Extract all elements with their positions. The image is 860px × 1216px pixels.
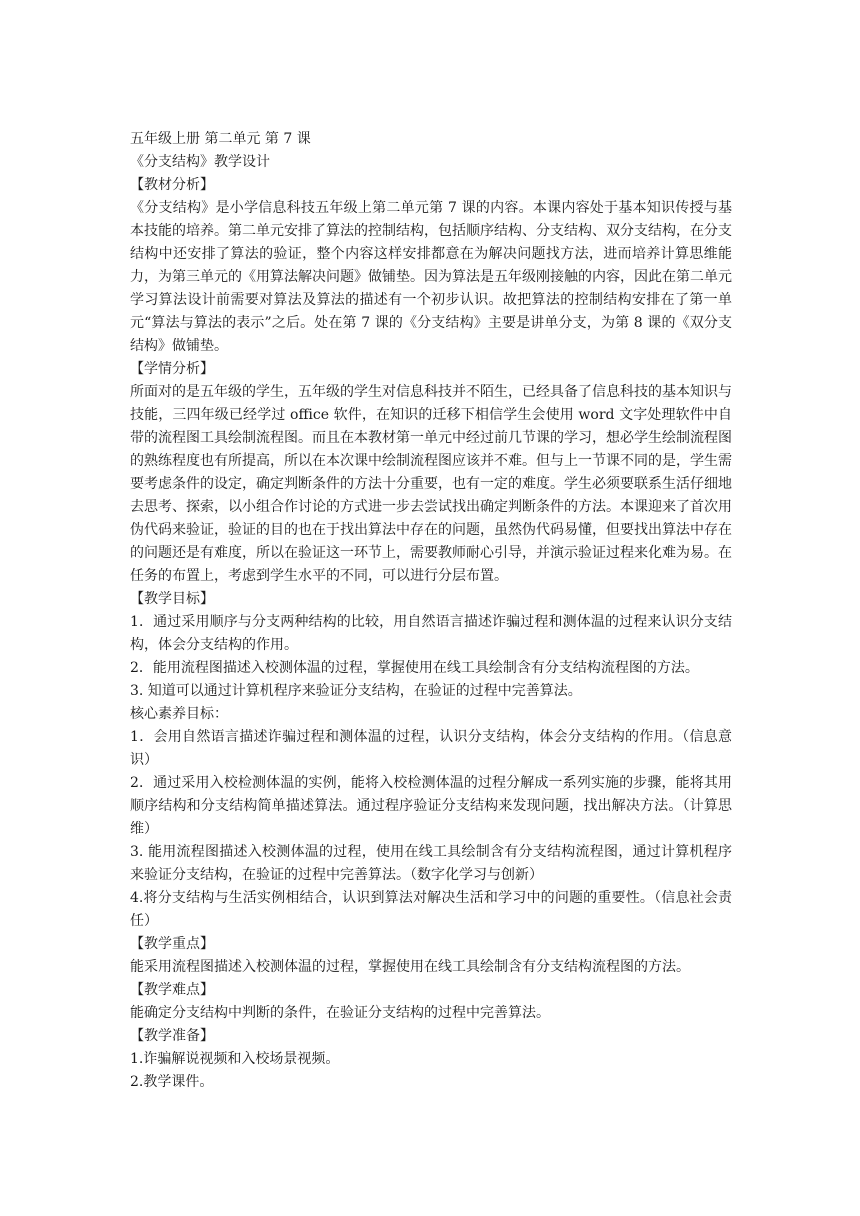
- heading-teaching-prep: 【教学准备】: [130, 1028, 214, 1044]
- prep-item-1: 1.诈骗解说视频和入校场景视频。: [130, 1051, 340, 1067]
- document-page: [130, 128, 732, 1094]
- goal-item-1: 1．通过采用顺序与分支两种结构的比较，用自然语言描述诈骗过程和测体温的过程来认识分支结构，体会分支结构的作用。: [130, 614, 732, 653]
- paragraph-textbook-analysis: 《分支结构》是小学信息科技五年级上第二单元第 7 课的内容。本课内容处于基本知识传授与基本技能的培养。第二单元安排了算法的控制结构，包括顺序结构、分支结构、双分支结构，在分支结构中还安排了算法的验证，整个内容这样安排都意在为解决问题找方法，进而培养计算思维能力，为第三单元的《用算法解决问题》做铺垫。因为算法是五年级刚接触的内容，因此在第二单元学习算法设计前需要对算法及算法的描述有一个初步认识。故把算法的控制结构安排在了第一单元“算法与算法的表示”之后。处在第 7 课的《分支结构》主要是讲单分支，为第 8 课的《双分支结构》做铺垫。: [130, 200, 732, 354]
- core-literacy-title: 核心素养目标：: [130, 706, 228, 722]
- paragraph-difficult-points: 能确定分支结构中判断的条件，在验证分支结构的过程中完善算法。: [130, 1005, 550, 1021]
- heading-difficult-points: 【教学难点】: [130, 982, 214, 998]
- heading-teaching-goals: 【教学目标】: [130, 591, 214, 607]
- document-title: 《分支结构》教学设计: [130, 154, 270, 170]
- paragraph-key-points: 能采用流程图描述入校测体温的过程，掌握使用在线工具绘制含有分支结构流程图的方法。: [130, 959, 690, 975]
- paragraph-student-analysis: 所面对的是五年级的学生，五年级的学生对信息科技并不陌生，已经具备了信息科技的基本知识与技能，三四年级已经学过 office 软件，在知识的迁移下相信学生会使用 word 文字处理软件中自带的流程图工具绘制流程图。而且在本教材第一单元中经过前几节课的学习，想必学生绘制流程图的熟练程度也有所提高，所以在本次课中绘制流程图应该并不难。但与上一节课不同的是，学生需要考虑条件的设定，确定判断条件的方法十分重要，也有一定的难度。学生必须要联系生活仔细地去思考、探索，以小组合作讨论的方式进一步去尝试找出确定判断条件的方法。本课迎来了首次用伪代码来验证，验证的目的也在于找出算法中存在的问题，虽然伪代码易懂，但要找出算法中存在的问题还是有难度，所以在验证这一环节上，需要教师耐心引导，并演示验证过程来化难为易。在任务的布置上，考虑到学生水平的不同，可以进行分层布置。: [130, 384, 732, 584]
- core-literacy-item-3: 3. 能用流程图描述入校测体温的过程，使用在线工具绘制含有分支结构流程图，通过计算机程序来验证分支结构，在验证的过程中完善算法。（数字化学习与创新）: [130, 844, 732, 883]
- core-literacy-item-1: 1．会用自然语言描述诈骗过程和测体温的过程，认识分支结构，体会分支结构的作用。（信息意识）: [130, 729, 732, 768]
- goal-item-2: 2．能用流程图描述入校测体温的过程，掌握使用在线工具绘制含有分支结构流程图的方法。: [130, 660, 699, 676]
- lesson-info: 五年级上册 第二单元 第 7 课: [130, 131, 311, 147]
- core-literacy-item-2: 2．通过采用入校检测体温的实例，能将入校检测体温的过程分解成一系列实施的步骤，能将其用顺序结构和分支结构简单描述算法。通过程序验证分支结构来发现问题，找出解决方法。（计算思维）: [130, 775, 732, 837]
- heading-key-points: 【教学重点】: [130, 936, 214, 952]
- heading-student-analysis: 【学情分析】: [130, 361, 214, 377]
- heading-textbook-analysis: 【教材分析】: [130, 177, 214, 193]
- core-literacy-item-4: 4.将分支结构与生活实例相结合，认识到算法对解决生活和学习中的问题的重要性。（信息社会责任）: [130, 890, 732, 929]
- prep-item-2: 2.教学课件。: [130, 1074, 214, 1090]
- goal-item-3: 3. 知道可以通过计算机程序来验证分支结构，在验证的过程中完善算法。: [130, 683, 582, 699]
